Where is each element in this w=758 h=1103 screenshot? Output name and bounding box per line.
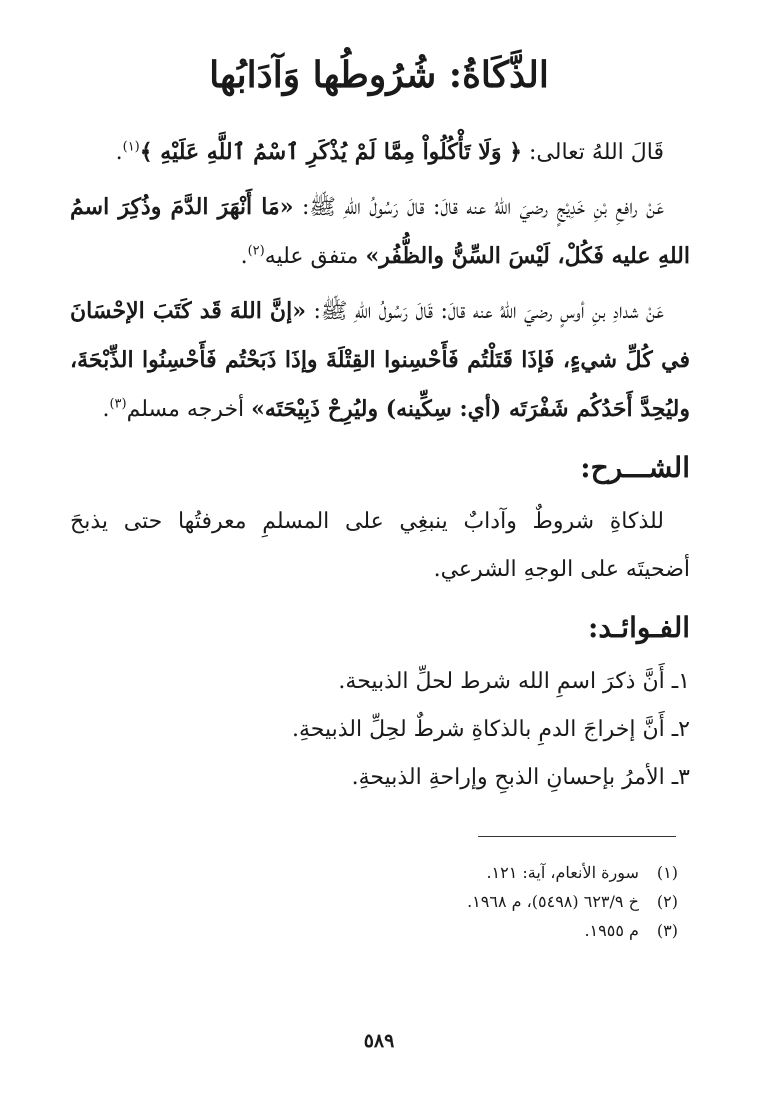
hadith-2-source: أخرجه مسلم <box>126 397 245 422</box>
main-text <box>70 128 690 802</box>
verse-intro: قَالَ اللهُ تعالى: <box>529 140 664 165</box>
footnote-2 <box>80 887 678 916</box>
sharh-heading: الشـــرح: <box>580 451 690 484</box>
footnote-ref-3: (٣) <box>109 396 127 412</box>
hadith-2-intro: عَنْ شدادِ بنِ أوسٍ رضيَ اللهُ عنه قالَ: قَالَ رَسُولُ اللهِ ﷺ: <box>313 299 664 324</box>
footnote-1-text: سورة الأنعام، آية: ١٢١. <box>486 863 639 882</box>
hadith-1-paragraph <box>70 183 690 281</box>
footnote-2-number: (٢) <box>656 892 678 911</box>
hadith-1-source: متفق عليه <box>264 244 359 269</box>
fawaid-item-2: ٢ـ أَنَّ إخراجَ الدمِ بالذكاةِ شرطٌ لحِلِّ الذبيحةِ. <box>291 717 690 742</box>
page-number: ٥٨٩ <box>363 1030 395 1052</box>
footnote-2-text: خ ٦٢٣/٩ (٥٤٩٨)، م ١٩٦٨. <box>467 892 639 911</box>
footnote-1-number: (١) <box>656 863 678 882</box>
footnote-3-text: م ١٩٥٥. <box>584 921 639 940</box>
hadith-1-text: «مَا أَنْهَرَ الدَّمَ وذُكِرَ اسمُ اللهِ عليه فَكُلْ، لَيْسَ السِّنُّ والظُّفُر» <box>70 194 690 269</box>
footnote-ref-1: (١) <box>122 139 140 155</box>
hadith-1-end: . <box>240 244 248 269</box>
hadith-2-end: . <box>102 397 110 422</box>
footnote-ref-2: (٢) <box>247 243 265 259</box>
hadith-2-text: «إنَّ اللهَ قَد كَتَبَ الإحْسَانَ في كُلِّ شيءٍ، فَإذَا قَتَلْتُم فَأَحْسِنوا القِتْلَةَ وإذَا ذَبَحْتُم فَأَحْسِنُوا الذِّبْحَةَ، وليُحِدَّ أَحَدُكُم شَفْرَتَه (أي: سِكِّينه) وليُرِحْ ذَبِيْحَتَه» <box>70 298 690 422</box>
fawaid-list <box>70 658 690 802</box>
quran-verse: ﴿ وَلَا تَأْكُلُواْ مِمَّا لَمْ يُذْكَرِ ٱسْمُ ٱللَّهِ عَلَيْهِ ﴾ <box>139 139 523 165</box>
fawaid-item-3: ٣ـ الأمرُ بإحسانِ الذبحِ وإراحةِ الذبيحةِ. <box>351 765 690 790</box>
footnote-1 <box>80 858 678 887</box>
footnote-3 <box>80 916 678 945</box>
hadith-1-intro: عَنْ رافعِ بْنِ خَدِيْجٍ رضيَ اللهُ عنه قالَ: قالَ رَسُولُ اللهِ ﷺ: <box>301 195 665 220</box>
fawaid-item-1: ١ـ أَنَّ ذكرَ اسمِ الله شرط لحلِّ الذبيحة. <box>338 669 690 694</box>
verse-paragraph <box>70 128 690 177</box>
footnotes <box>80 858 678 945</box>
footnote-3-number: (٣) <box>656 921 678 940</box>
hadith-2-paragraph <box>70 287 690 434</box>
verse-end: . <box>115 140 123 165</box>
footnote-divider <box>478 836 676 837</box>
page-title: الذَّكَاةُ: شُرُوطُها وَآدَابُها <box>209 54 549 96</box>
sharh-text: للذكاةِ شروطٌ وآدابٌ ينبغِي على المسلمِ معرفتُها حتى يذبحَ أضحيتَه على الوجهِ الشرعي. <box>70 509 690 582</box>
fawaid-heading: الفـوائـد: <box>588 611 690 644</box>
